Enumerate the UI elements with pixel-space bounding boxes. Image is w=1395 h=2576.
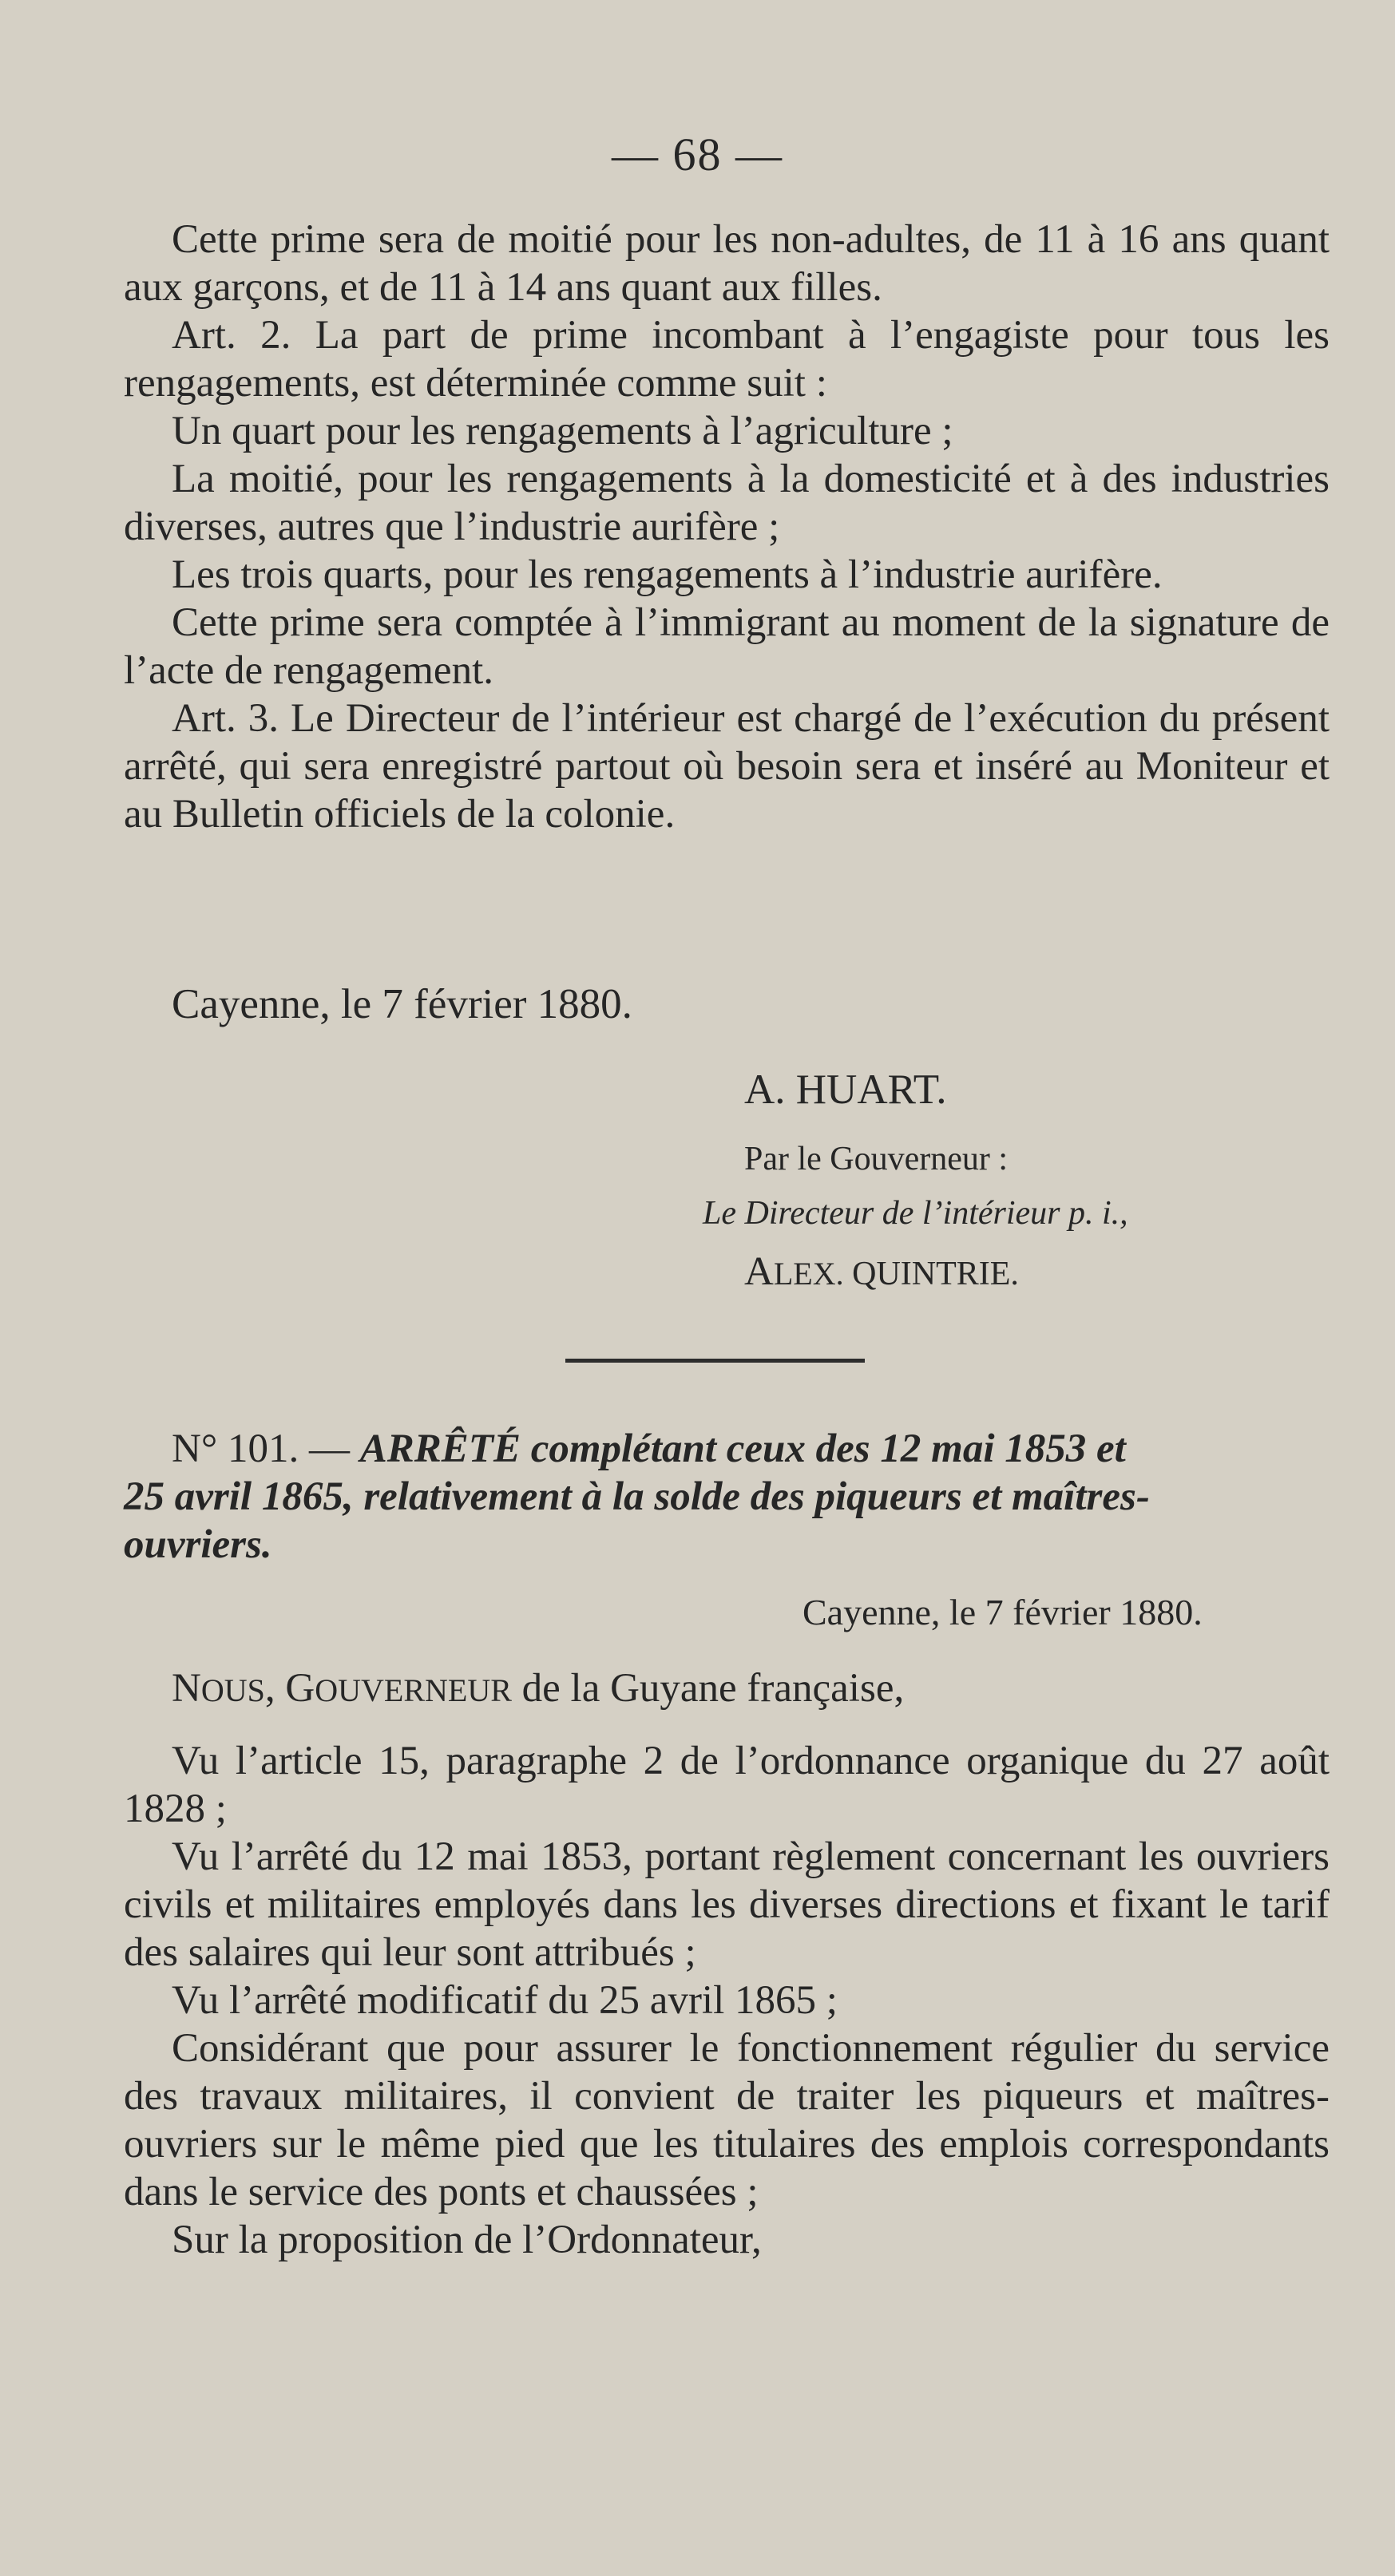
page-number: — 68 — (612, 129, 783, 180)
paragraph-vu-article-15: Vu l’article 15, paragraphe 2 de l’ordonnance organique du 27 août 1828 ; (124, 1739, 1330, 1831)
arrete-date: Cayenne, le 7 février 1880. (803, 1592, 1203, 1632)
nous-gouverneur: NOUS, GOUVERNEUR de la Guyane française, (172, 1666, 905, 1711)
signer-last: QUINTRIE. (852, 1256, 1019, 1292)
paragraph-considerant: Considérant que pour assurer le fonctionnement régulier du service des travaux militaires, il convient de traiter les piqueurs et maîtres-ouvriers sur le même pied que les titulaires des emplois correspondants dans le service des ponts et chaussées ; (124, 2026, 1330, 2214)
paragraph-vu-arrete-1853: Vu l’arrêté du 12 mai 1853, portant règlement concernant les ouvriers civils et militaires employés dans les diverses directions et fixant le tarif des salaires qui leur sont attribués ; (124, 1834, 1330, 1975)
paragraph-la-moitie: La moitié, pour les rengagements à la domesticité et à des industries diverses, autres que l’industrie aurifère ; (124, 457, 1330, 549)
arrete-title-line-3: ouvriers. (124, 1522, 272, 1567)
arrete-title-line-1 (124, 1425, 1330, 1473)
signature-name: A. HUART. (744, 1066, 947, 1113)
signature-by-line: Par le Gouverneur : (744, 1141, 1009, 1177)
date-line: Cayenne, le 7 février 1880. (172, 981, 632, 1027)
section-divider (565, 1359, 865, 1363)
signature-role: Le Directeur de l’intérieur p. i., (703, 1195, 1128, 1232)
paragraph-article-3: Art. 3. Le Directeur de l’intérieur est chargé de l’exécution du présent arrêté, qui sera enregistré partout où besoin sera et inséré au Moniteur et au Bulletin officiels de la colonie. (124, 696, 1330, 837)
paragraph-sur-la-proposition: Sur la proposition de l’Ordonnateur, (172, 2218, 762, 2262)
paragraph-prime-moitie: Cette prime sera de moitié pour les non-adultes, de 11 à 16 ans quant aux garçons, et de 11 à 14 ans quant aux filles. (124, 217, 1330, 310)
paragraph-prime-comptee: Cette prime sera comptée à l’immigrant au moment de la signature de l’acte de rengagement. (124, 600, 1330, 693)
arrete-number: N° 101. — (172, 1426, 350, 1471)
paragraph-un-quart: Un quart pour les rengagements à l’agriculture ; (172, 409, 953, 453)
arrete-body (124, 1664, 1330, 2264)
paragraph-vu-arrete-1865: Vu l’arrêté modificatif du 25 avril 1865 ; (172, 1978, 838, 2023)
arrete-title-1: ARRÊTÉ complétant ceux des 12 mai 1853 et (359, 1426, 1126, 1471)
paragraph-trois-quarts: Les trois quarts, pour les rengagements à l’industrie aurifère. (172, 552, 1163, 597)
section-continuation (124, 216, 1330, 838)
arrete-title-line-2: 25 avril 1865, relativement à la solde des piqueurs et maîtres- (124, 1474, 1150, 1519)
signature-signer (744, 1248, 1019, 1298)
signer-initial: A (744, 1249, 774, 1294)
paragraph-article-2: Art. 2. La part de prime incombant à l’engagiste pour tous les rengagements, est déterminée comme suit : (124, 313, 1330, 406)
signer-initial-rest: LEX. (773, 1256, 844, 1292)
section-arrete-101 (124, 1425, 1330, 1569)
